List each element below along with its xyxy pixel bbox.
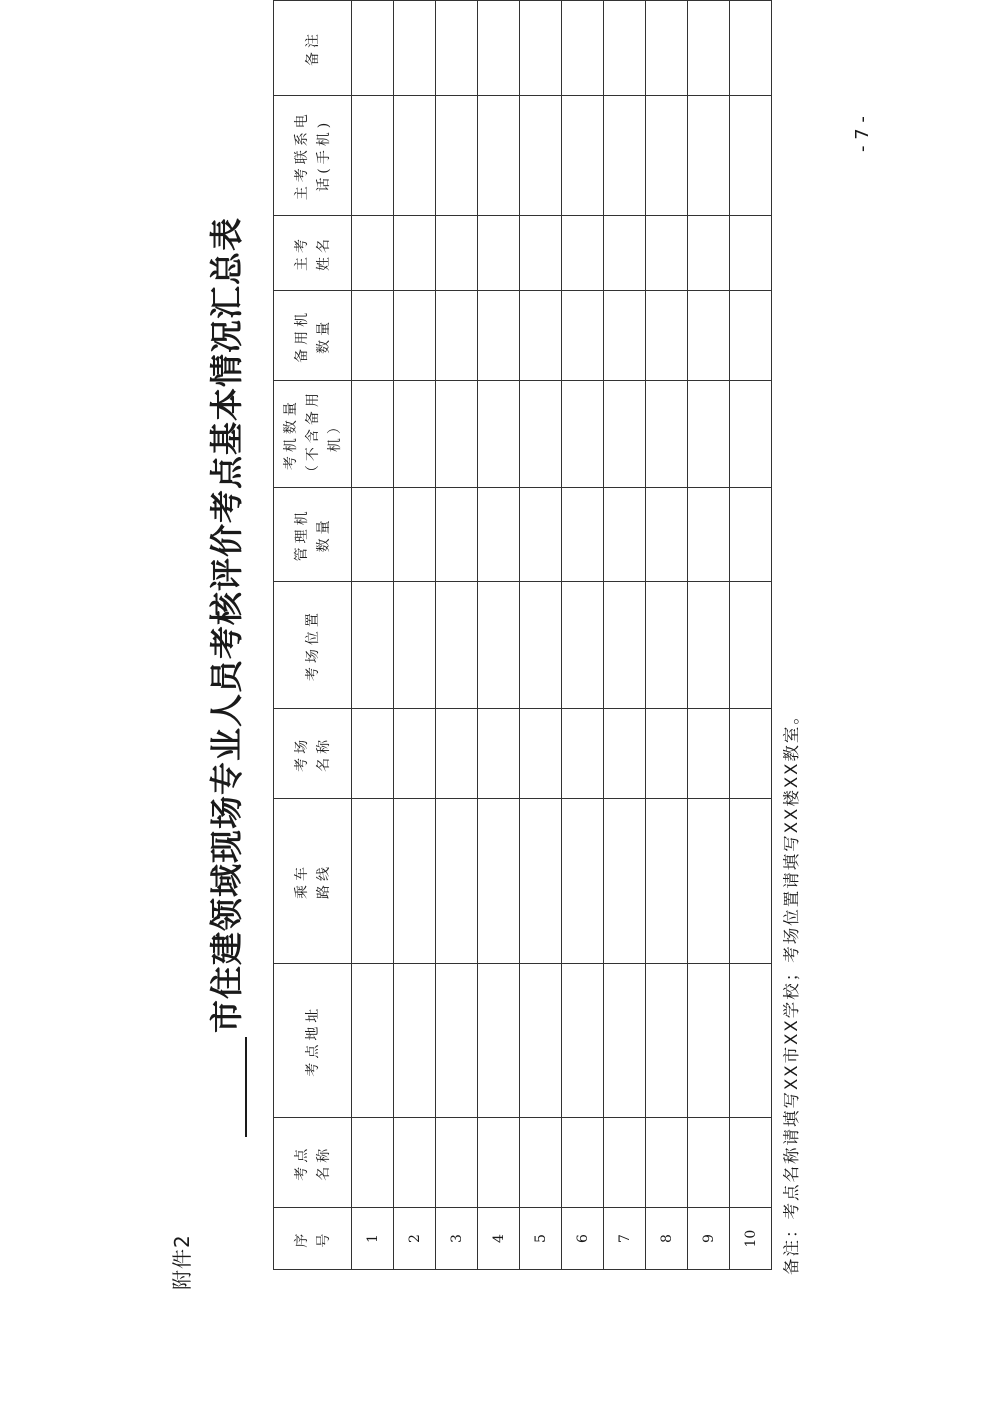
table-row [562, 1, 604, 1270]
empty-cell [436, 1, 478, 96]
row-number: 1 [352, 1208, 394, 1270]
empty-cell [478, 799, 520, 964]
empty-cell [394, 487, 436, 581]
empty-cell [604, 709, 646, 799]
empty-cell [436, 581, 478, 709]
table-row [436, 1, 478, 1270]
empty-cell [604, 799, 646, 964]
header-cell-line: 主考 [293, 235, 310, 272]
table-row [688, 1, 730, 1270]
empty-cell [520, 1118, 562, 1208]
header-cell-line: 考机数量 [282, 398, 299, 471]
empty-cell [604, 581, 646, 709]
table-row [646, 1, 688, 1270]
header-cell-line: （不含备用 [304, 389, 321, 480]
empty-cell [352, 963, 394, 1118]
empty-cell [436, 381, 478, 488]
header-cell [274, 95, 352, 215]
empty-cell [604, 215, 646, 291]
table-row [478, 1, 520, 1270]
header-cell-line: 名称 [315, 1144, 332, 1181]
header-cell-line: 考点 [293, 1144, 310, 1181]
empty-cell [646, 1118, 688, 1208]
empty-cell [352, 1, 394, 96]
empty-cell [478, 581, 520, 709]
empty-cell [520, 215, 562, 291]
row-number: 2 [394, 1208, 436, 1270]
empty-cell [436, 799, 478, 964]
table-header-row [274, 1, 352, 1270]
table-row [394, 1, 436, 1270]
empty-cell [688, 215, 730, 291]
city-name-blank [211, 1037, 247, 1137]
empty-cell [730, 1118, 772, 1208]
header-cell-line: 考场 [293, 735, 310, 772]
empty-cell [562, 581, 604, 709]
empty-cell [562, 963, 604, 1118]
empty-cell [352, 291, 394, 381]
empty-cell [478, 291, 520, 381]
empty-cell [478, 963, 520, 1118]
empty-cell [688, 291, 730, 381]
empty-cell [394, 95, 436, 215]
empty-cell [520, 487, 562, 581]
table-row [520, 1, 562, 1270]
empty-cell [352, 1118, 394, 1208]
empty-cell [604, 291, 646, 381]
empty-cell [520, 799, 562, 964]
empty-cell [730, 215, 772, 291]
row-number: 3 [436, 1208, 478, 1270]
empty-cell [436, 291, 478, 381]
empty-cell [394, 215, 436, 291]
empty-cell [478, 709, 520, 799]
empty-cell [562, 487, 604, 581]
empty-cell [520, 95, 562, 215]
empty-cell [730, 487, 772, 581]
empty-cell [604, 1118, 646, 1208]
empty-cell [730, 95, 772, 215]
empty-cell [394, 1, 436, 96]
table-row [604, 1, 646, 1270]
empty-cell [562, 709, 604, 799]
header-cell-line: 姓名 [315, 235, 332, 272]
row-number: 10 [730, 1208, 772, 1270]
empty-cell [688, 1, 730, 96]
empty-cell [562, 95, 604, 215]
empty-cell [646, 799, 688, 964]
empty-cell [646, 215, 688, 291]
empty-cell [646, 487, 688, 581]
empty-cell [478, 381, 520, 488]
header-cell [274, 1, 352, 96]
header-cell-line: 序 [293, 1229, 310, 1248]
empty-cell [604, 487, 646, 581]
empty-cell [478, 487, 520, 581]
empty-cell [604, 963, 646, 1118]
empty-cell [688, 1118, 730, 1208]
empty-cell [520, 963, 562, 1118]
empty-cell [352, 581, 394, 709]
row-number: 7 [604, 1208, 646, 1270]
empty-cell [688, 709, 730, 799]
empty-cell [562, 1118, 604, 1208]
row-number: 4 [478, 1208, 520, 1270]
page-number: - 7 - [852, 116, 873, 152]
empty-cell [562, 215, 604, 291]
empty-cell [394, 799, 436, 964]
empty-cell [646, 581, 688, 709]
row-number: 9 [688, 1208, 730, 1270]
empty-cell [436, 709, 478, 799]
empty-cell [646, 381, 688, 488]
empty-cell [352, 799, 394, 964]
empty-cell [562, 291, 604, 381]
empty-cell [730, 581, 772, 709]
empty-cell [436, 215, 478, 291]
header-cell-line: 话(手机) [315, 118, 332, 192]
empty-cell [478, 215, 520, 291]
header-cell [274, 487, 352, 581]
empty-cell [394, 709, 436, 799]
empty-cell [520, 381, 562, 488]
header-cell [274, 709, 352, 799]
table-row [352, 1, 394, 1270]
header-cell-line: 考点地址 [304, 1004, 321, 1077]
header-cell-line: 管理机 [293, 507, 310, 562]
attachment-label: 附件2 [170, 1234, 194, 1290]
empty-cell [688, 963, 730, 1118]
header-cell-line: 考场位置 [304, 609, 321, 682]
empty-cell [688, 95, 730, 215]
header-cell-line: 乘车 [293, 862, 310, 899]
empty-cell [730, 291, 772, 381]
empty-cell [562, 1, 604, 96]
empty-cell [730, 1, 772, 96]
empty-cell [394, 1118, 436, 1208]
empty-cell [562, 799, 604, 964]
empty-cell [646, 709, 688, 799]
empty-cell [604, 1, 646, 96]
empty-cell [352, 215, 394, 291]
empty-cell [646, 291, 688, 381]
header-cell [274, 1118, 352, 1208]
empty-cell [688, 487, 730, 581]
header-cell [274, 963, 352, 1118]
empty-cell [520, 1, 562, 96]
empty-cell [688, 381, 730, 488]
empty-cell [436, 1118, 478, 1208]
header-cell [274, 215, 352, 291]
row-number: 8 [646, 1208, 688, 1270]
title-row [205, 217, 247, 1137]
empty-cell [688, 581, 730, 709]
empty-cell [394, 381, 436, 488]
empty-cell [394, 963, 436, 1118]
summary-table [273, 0, 772, 1270]
empty-cell [352, 709, 394, 799]
header-cell [274, 581, 352, 709]
empty-cell [730, 381, 772, 488]
empty-cell [436, 487, 478, 581]
header-cell-line: 数量 [315, 516, 332, 553]
header-cell [274, 1208, 352, 1270]
empty-cell [646, 1, 688, 96]
row-number: 6 [562, 1208, 604, 1270]
page-title: 市住建领域现场专业人员考核评价考点基本情况汇总表 [207, 217, 246, 1033]
empty-cell [730, 963, 772, 1118]
empty-cell [352, 381, 394, 488]
empty-cell [562, 381, 604, 488]
empty-cell [394, 291, 436, 381]
empty-cell [352, 487, 394, 581]
empty-cell [436, 95, 478, 215]
empty-cell [604, 381, 646, 488]
header-cell-line: 主考联系电 [293, 110, 310, 201]
empty-cell [394, 581, 436, 709]
header-cell [274, 799, 352, 964]
header-cell-line: 机） [326, 416, 343, 453]
empty-cell [436, 963, 478, 1118]
empty-cell [730, 709, 772, 799]
header-cell-line: 备用机 [293, 308, 310, 363]
header-cell-line: 备注 [304, 29, 321, 66]
empty-cell [520, 709, 562, 799]
empty-cell [478, 95, 520, 215]
empty-cell [604, 95, 646, 215]
empty-cell [646, 95, 688, 215]
empty-cell [478, 1118, 520, 1208]
empty-cell [352, 95, 394, 215]
header-cell-line: 数量 [315, 317, 332, 354]
empty-cell [520, 581, 562, 709]
header-cell [274, 381, 352, 488]
header-cell-line: 名称 [315, 735, 332, 772]
header-cell [274, 291, 352, 381]
table-row [730, 1, 772, 1270]
empty-cell [688, 799, 730, 964]
empty-cell [730, 799, 772, 964]
table-footnote: 备注：考点名称请填写XX市XX学校；考场位置请填写XX楼XX教室。 [782, 706, 801, 1275]
header-cell-line: 路线 [315, 862, 332, 899]
empty-cell [646, 963, 688, 1118]
row-number: 5 [520, 1208, 562, 1270]
header-cell-line: 号 [315, 1229, 332, 1248]
empty-cell [478, 1, 520, 96]
empty-cell [520, 291, 562, 381]
